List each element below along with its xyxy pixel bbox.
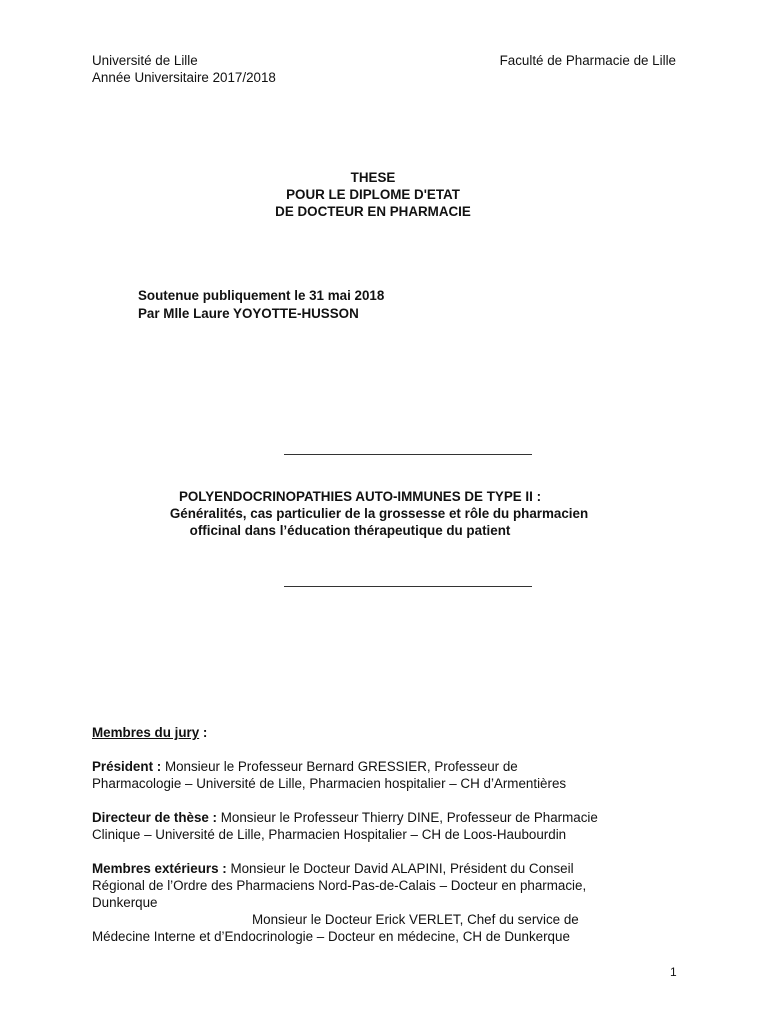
university-name: Université de Lille: [92, 53, 198, 68]
president-line-2: Pharmacologie – Université de Lille, Pharmacien hospitalier – CH d’Armentières: [92, 776, 567, 791]
president-role: Président :: [92, 759, 165, 774]
director-line-1: Monsieur le Professeur Thierry DINE, Professeur de Pharmacie: [220, 810, 598, 825]
thesis-title-line-1: POLYENDOCRINOPATHIES AUTO-IMMUNES DE TYPE II :: [178, 489, 542, 504]
president-line-1: Monsieur le Professeur Bernard GRESSIER, Professeur de: [164, 759, 518, 774]
defense-info: [138, 287, 384, 322]
jury-director: [92, 809, 692, 843]
director-line-2: Clinique – Université de Lille, Pharmacien Hospitalier – CH de Loos-Haubourdin: [92, 827, 567, 842]
faculty-name: Faculté de Pharmacie de Lille: [499, 53, 676, 68]
divider-top: [284, 454, 532, 455]
header-left: [92, 52, 276, 86]
divider-bottom: [284, 586, 532, 587]
jury-external: [92, 860, 692, 945]
title-line-3: DE DOCTEUR EN PHARMACIE: [275, 204, 471, 219]
author-name: Par Mlle Laure YOYOTTE-HUSSON: [138, 305, 359, 321]
defense-date: Soutenue publiquement le 31 mai 2018: [138, 288, 385, 303]
thesis-title-line-3: officinal dans l’éducation thérapeutique du patient: [189, 523, 511, 538]
title-line-2: POUR LE DIPLOME D'ETAT: [286, 187, 460, 202]
external-line-3: Dunkerque: [92, 895, 158, 910]
jury-heading-row: [92, 724, 692, 741]
external-line-4: Monsieur le Docteur Erick VERLET, Chef du service de: [252, 912, 579, 927]
external-line-2: Régional de l’Ordre des Pharmaciens Nord-Pas-de-Calais – Docteur en pharmacie,: [92, 878, 587, 893]
external-line-5: Médecine Interne et d’Endocrinologie – Docteur en médecine, CH de Dunkerque: [92, 929, 570, 944]
document-title: [0, 169, 770, 220]
thesis-title: [0, 488, 770, 539]
jury-heading: Membres du jury: [92, 725, 200, 740]
thesis-title-line-2: Généralités, cas particulier de la grossesse et rôle du pharmacien: [169, 506, 589, 521]
external-role: Membres extérieurs :: [92, 861, 231, 876]
jury-section: [92, 724, 692, 945]
title-line-1: THESE: [350, 170, 396, 185]
jury-president: [92, 758, 692, 792]
external-line-1: Monsieur le Docteur David ALAPINI, Président du Conseil: [230, 861, 574, 876]
academic-year: Année Universitaire 2017/2018: [92, 70, 276, 85]
page-number: 1: [670, 965, 677, 979]
jury-heading-colon: :: [199, 725, 208, 740]
director-role: Directeur de thèse :: [92, 810, 221, 825]
